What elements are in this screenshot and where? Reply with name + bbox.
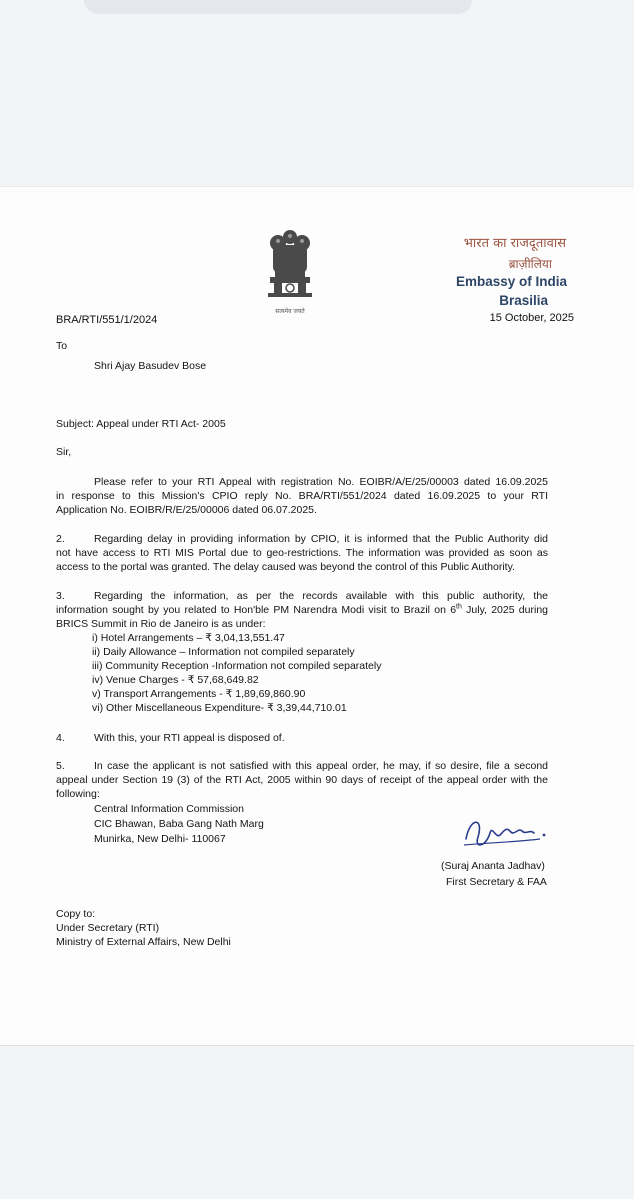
letter-page [0, 186, 634, 1046]
para5-line2: appeal under Section 19 (3) of the RTI Act, 2005 within 90 days of receipt of the appeal order with the [56, 774, 548, 786]
copy-label: Copy to: [56, 908, 96, 920]
para1-line1: Please refer to your RTI Appeal with registration No. EOIBR/A/E/25/00003 dated 16.09.2025 [94, 476, 548, 488]
expense-item: ii) Daily Allowance – Information not compiled separately [92, 646, 355, 658]
address-line: CIC Bhawan, Baba Gang Nath Marg [94, 818, 264, 830]
para3-line2-sup: th [456, 603, 462, 611]
para2-line3: access to the portal was granted. The delay caused was beyond the control of this Public Authority. [56, 561, 515, 573]
copy-line1: Under Secretary (RTI) [56, 922, 160, 934]
letter-date: 15 October, 2025 [489, 312, 574, 324]
para3-line2-b: July, 2025 during [461, 604, 548, 616]
para3-line2 [56, 603, 548, 617]
state-emblem-icon [262, 227, 318, 307]
para4-text: With this, your RTI appeal is disposed of. [94, 732, 285, 744]
para5-line3: following: [56, 788, 100, 800]
to-label: To [56, 340, 68, 352]
salutation: Sir, [56, 446, 72, 458]
state-emblem [262, 227, 318, 321]
signature-scribble [456, 809, 556, 859]
para3-line3: BRICS Summit in Rio de Janeiro is as under: [56, 618, 266, 630]
expense-item: iii) Community Reception -Information not compiled separately [92, 660, 382, 672]
para2-number: 2. [56, 533, 65, 545]
recipient-name: Shri Ajay Basudev Bose [94, 360, 207, 372]
expense-item: vi) Other Miscellaneous Expenditure- ₹ 3,39,44,710.01 [92, 702, 347, 714]
copy-line2: Ministry of External Affairs, New Delhi [56, 936, 231, 948]
para5-line1-text: In case the applicant is not satisfied with this appeal order, he may, if so desire, file a second [94, 760, 548, 772]
header-hindi-line1: भारत का राजदूतावास [463, 236, 566, 251]
para2-line1 [56, 532, 548, 546]
para1-line3: Application No. EOIBR/R/E/25/00006 dated 06.07.2025. [56, 504, 317, 516]
para4 [56, 731, 285, 745]
header-embassy-name: Embassy of India [455, 274, 567, 289]
address-line: Munirka, New Delhi- 110067 [94, 833, 226, 845]
emblem-motto: सत्यमेव जयते [275, 308, 305, 315]
expense-item: v) Transport Arrangements - ₹ 1,89,69,860.90 [92, 688, 306, 700]
para4-number: 4. [56, 732, 65, 744]
para5-number: 5. [56, 760, 65, 772]
header-hindi-line2: ब्राज़ीलिया [508, 257, 552, 271]
para3-number: 3. [56, 590, 65, 602]
top-bar [84, 0, 472, 14]
signatory-name: (Suraj Ananta Jadhav) [441, 860, 545, 872]
expense-item: i) Hotel Arrangements – ₹ 3,04,13,551.47 [92, 632, 285, 644]
address-line: Central Information Commission [94, 803, 244, 815]
para2-line2: not have access to RTI MIS Portal due to geo-restrictions. The information was provided as soon as [56, 547, 548, 559]
para2-line1-text: Regarding delay in providing information by CPIO, it is informed that the Public Authority did [94, 533, 548, 545]
para3-line2-a: information sought by you related to Hon'ble PM Narendra Modi visit to Brazil on 6 [56, 604, 457, 616]
para5-line1 [56, 759, 548, 773]
reference-number: BRA/RTI/551/1/2024 [56, 314, 158, 326]
subject-line: Subject: Appeal under RTI Act- 2005 [56, 418, 226, 430]
signatory-title: First Secretary & FAA [446, 876, 547, 888]
expense-item: iv) Venue Charges - ₹ 57,68,649.82 [92, 674, 259, 686]
para3-line1 [56, 589, 548, 603]
header-city: Brasilia [499, 293, 548, 308]
para1-line2: in response to this Mission's CPIO reply No. BRA/RTI/551/2024 dated 16.09.2025 to your RTI [56, 490, 548, 502]
para3-line1-text: Regarding the information, as per the records available with this public authority, the [94, 590, 548, 602]
